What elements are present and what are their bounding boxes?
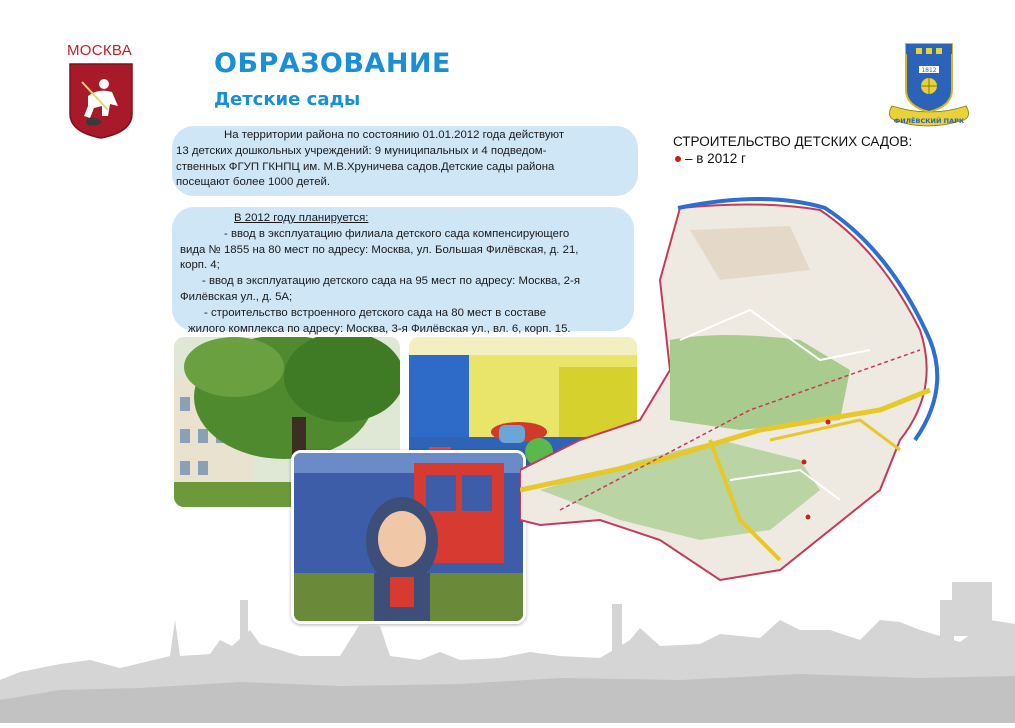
emblem-year: 1812 bbox=[921, 67, 937, 74]
kindergarten-marker bbox=[805, 514, 811, 520]
map-legend-item bbox=[673, 150, 912, 167]
red-dot-icon bbox=[675, 156, 681, 162]
city-skyline-decoration bbox=[0, 560, 1015, 723]
info-line: 13 детских дошкольных учреждений: 9 муниципальных и 4 подведом- bbox=[176, 144, 547, 157]
plan-line: вида № 1855 на 80 мест по адресу: Москва, ул. Большая Филёвская, д. 21, bbox=[180, 243, 579, 256]
info-line: ственных ФГУП ГКНПЦ им. М.В.Хруничева садов.Детские сады района bbox=[176, 160, 555, 173]
district-map bbox=[520, 190, 960, 590]
moscow-coat-of-arms bbox=[68, 62, 134, 140]
district-emblem bbox=[886, 40, 972, 130]
plan-line: Филёвская ул., д. 5А; bbox=[180, 290, 293, 303]
map-title: СТРОИТЕЛЬСТВО ДЕТСКИХ САДОВ: bbox=[673, 134, 913, 149]
district-info-box bbox=[172, 126, 638, 196]
map-legend bbox=[673, 133, 912, 167]
plan-line: - ввод в эксплуатацию филиала детского сада компенсирующего bbox=[224, 227, 570, 240]
plan-line: жилого комплекса по адресу: Москва, 3-я Филёвская ул., вл. 6, корп. 15. bbox=[188, 322, 571, 335]
moscow-label: МОСКВА bbox=[67, 42, 133, 59]
kindergarten-marker bbox=[802, 460, 807, 465]
plan-line: - строительство встроенного детского сада на 80 мест в составе bbox=[204, 306, 547, 319]
page-subtitle: Детские сады bbox=[214, 89, 361, 110]
info-line: посещают более 1000 детей. bbox=[176, 176, 331, 189]
info-line: На территории района по состоянию 01.01.2012 года действуют bbox=[224, 129, 565, 141]
kindergarten-marker bbox=[826, 420, 831, 425]
map-legend-label: – в 2012 г bbox=[685, 151, 746, 166]
emblem-caption: ФИЛЁВСКИЙ ПАРК bbox=[893, 117, 965, 125]
plan-line: - ввод в эксплуатацию детского сада на 95 мест по адресу: Москва, 2-я bbox=[202, 275, 580, 288]
plans-heading: В 2012 году планируется: bbox=[234, 212, 369, 224]
plan-line: корп. 4; bbox=[180, 259, 220, 272]
page-title: ОБРАЗОВАНИЕ bbox=[214, 48, 451, 79]
